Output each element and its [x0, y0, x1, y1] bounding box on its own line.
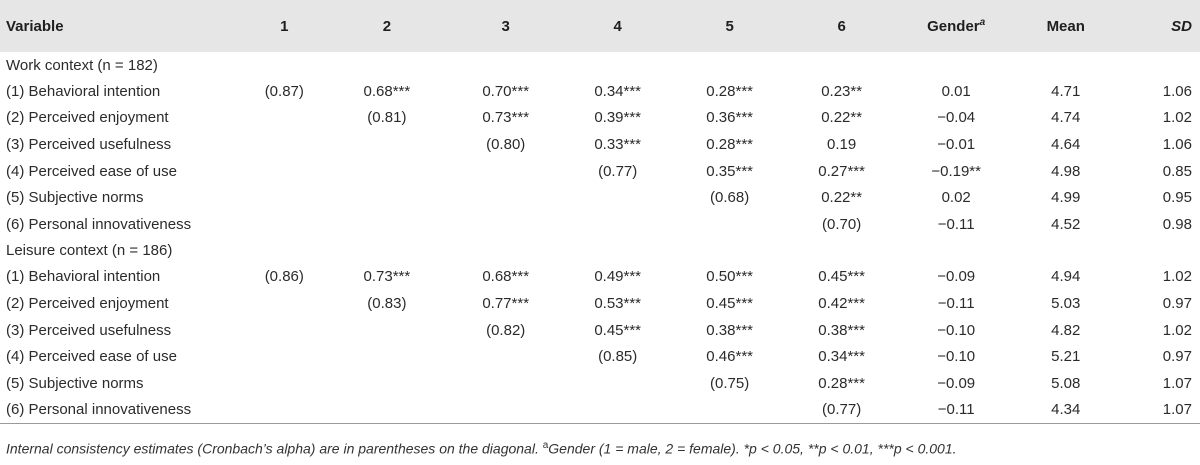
cell-c4 — [561, 397, 673, 424]
cell-c1 — [245, 105, 324, 132]
cell-c2: 0.73*** — [363, 268, 411, 286]
cell-c3: 0.77*** — [482, 294, 530, 312]
cell-c2 — [324, 343, 450, 370]
cell-c6: 0.19 — [827, 135, 857, 153]
cell-variable: (4) Perceived ease of use — [6, 348, 177, 366]
cell-variable: (6) Personal innovativeness — [6, 215, 192, 233]
table-body — [0, 52, 1200, 424]
cell-c2: 0.68*** — [363, 82, 411, 100]
cell-variable: (3) Perceived usefulness — [6, 321, 172, 339]
cell-variable: (5) Subjective norms — [6, 374, 144, 392]
header-gender-label: Gender — [927, 18, 980, 35]
cell-c5 — [674, 211, 785, 238]
cell-gender: −0.11 — [898, 397, 1015, 424]
cell-c4: (0.85) — [598, 348, 638, 366]
table-row — [0, 131, 1200, 158]
cell-mean: 5.21 — [1051, 348, 1081, 366]
cell-c2 — [324, 370, 450, 397]
cell-c2 — [324, 317, 450, 344]
cell-c4: 0.45*** — [594, 321, 642, 339]
header-col-3: 3 — [450, 0, 561, 52]
cell-c6: 0.28*** — [818, 374, 865, 392]
cell-gender: 0.01 — [941, 82, 971, 100]
cell-c2 — [324, 211, 450, 238]
cell-c3 — [450, 370, 561, 397]
cell-variable: (1) Behavioral intention — [6, 82, 161, 100]
cell-c1 — [245, 370, 324, 397]
cell-gender: −0.11 — [937, 215, 975, 233]
footnote-text-2: Gender (1 = male, 2 = female). *p < 0.05, **p < 0.01, ***p < 0.001. — [548, 440, 957, 457]
cell-mean: 4.82 — [1051, 321, 1081, 339]
cell-sd: 1.02 — [1162, 109, 1192, 127]
table-row — [0, 317, 1200, 344]
cell-sd: 0.97 — [1162, 294, 1192, 312]
cell-c3: 0.68*** — [482, 268, 530, 286]
cell-c3: 0.73*** — [482, 109, 530, 127]
cell-c4: (0.77) — [598, 162, 638, 180]
cell-variable: (2) Perceived enjoyment — [6, 294, 169, 312]
cell-variable: (3) Perceived usefulness — [6, 135, 172, 153]
cell-sd: 0.95 — [1162, 189, 1192, 207]
cell-mean: 4.74 — [1051, 109, 1081, 127]
cell-c5 — [674, 397, 785, 424]
cell-variable: (4) Perceived ease of use — [6, 162, 177, 180]
cell-c5: (0.75) — [710, 374, 750, 392]
header-row — [0, 0, 1200, 52]
leisure-section-row — [0, 238, 1200, 264]
cell-c6: 0.27*** — [818, 162, 865, 180]
cell-c2 — [324, 131, 450, 158]
header-mean: Mean — [1014, 0, 1117, 52]
cell-mean: 4.71 — [1051, 82, 1081, 100]
cell-c1: (0.87) — [264, 82, 304, 100]
work-section-label: Work context (n = 182) — [6, 56, 158, 74]
cell-c1 — [245, 343, 324, 370]
cell-c3: (0.80) — [486, 135, 526, 153]
cell-c1 — [245, 211, 324, 238]
cell-sd: 0.85 — [1162, 162, 1192, 180]
cell-variable: (5) Subjective norms — [6, 189, 144, 207]
cell-c5: 0.35*** — [706, 162, 753, 180]
cell-gender: −0.10 — [937, 348, 976, 366]
cell-c5: 0.45*** — [706, 294, 753, 312]
cell-variable: (6) Personal innovativeness — [0, 397, 245, 424]
cell-c4 — [561, 184, 673, 211]
cell-gender: −0.04 — [937, 109, 976, 127]
header-gender — [898, 0, 1015, 52]
table-footnote — [6, 440, 957, 457]
cell-mean: 4.52 — [1051, 215, 1081, 233]
cell-c1 — [245, 131, 324, 158]
cell-c5: 0.28*** — [706, 135, 753, 153]
table-row — [0, 290, 1200, 317]
cell-mean: 4.99 — [1051, 189, 1081, 207]
cell-c5: (0.68) — [710, 189, 750, 207]
cell-gender: −0.09 — [937, 374, 976, 392]
cell-sd: 1.06 — [1162, 135, 1192, 153]
cell-c3 — [450, 211, 561, 238]
cell-c1 — [245, 158, 324, 185]
cell-c4 — [561, 370, 673, 397]
cell-sd: 1.02 — [1162, 268, 1192, 286]
cell-c4: 0.53*** — [594, 294, 642, 312]
table-row — [0, 264, 1200, 291]
cell-c2: (0.81) — [367, 109, 407, 127]
table-row — [0, 184, 1200, 211]
cell-mean: 4.64 — [1051, 135, 1081, 153]
header-sd — [1117, 0, 1200, 52]
footnote-text-1: Internal consistency estimates (Cronbach’s alpha) are in parentheses on the diagonal. — [6, 440, 543, 457]
cell-c4: 0.33*** — [594, 135, 642, 153]
cell-gender: −0.09 — [937, 268, 976, 286]
cell-c2 — [324, 184, 450, 211]
table-row — [0, 105, 1200, 132]
header-variable: Variable — [0, 0, 245, 52]
cell-mean: 5.08 — [1051, 374, 1081, 392]
cell-c3 — [450, 184, 561, 211]
cell-c6: 0.22** — [821, 189, 863, 207]
table-row — [0, 78, 1200, 105]
cell-c1 — [245, 290, 324, 317]
header-col-4: 4 — [561, 0, 673, 52]
cell-sd: 1.06 — [1162, 82, 1192, 100]
cell-mean: 4.94 — [1051, 268, 1081, 286]
cell-variable: (2) Perceived enjoyment — [6, 109, 169, 127]
table-row — [0, 158, 1200, 185]
header-col-2: 2 — [324, 0, 450, 52]
cell-c1: (0.86) — [264, 268, 304, 286]
table-row — [0, 343, 1200, 370]
cell-c6: (0.70) — [822, 215, 862, 233]
cell-sd: 1.02 — [1162, 321, 1192, 339]
cell-c2 — [324, 397, 450, 424]
footnote-sup: a — [542, 440, 549, 451]
cell-c3 — [450, 343, 561, 370]
cell-c2 — [324, 158, 450, 185]
cell-gender: −0.01 — [937, 135, 976, 153]
cell-c1 — [245, 184, 324, 211]
cell-c6: 0.45*** — [818, 268, 865, 286]
cell-c1 — [245, 397, 324, 424]
cell-c5: 0.28*** — [706, 82, 753, 100]
cell-c4 — [561, 211, 673, 238]
cell-c5: 0.46*** — [706, 348, 753, 366]
cell-sd: 1.07 — [1117, 397, 1200, 424]
cell-variable: (1) Behavioral intention — [6, 268, 161, 286]
header-gender-sup: a — [979, 17, 986, 28]
header-col-1: 1 — [245, 0, 324, 52]
cell-c5: 0.38*** — [706, 321, 753, 339]
cell-mean: 4.98 — [1051, 162, 1081, 180]
work-section-row — [0, 52, 1200, 78]
cell-c3 — [450, 158, 561, 185]
table-row — [0, 211, 1200, 238]
header-sd-label: SD — [1171, 17, 1192, 35]
cell-gender: −0.19** — [931, 162, 981, 180]
cell-c3 — [450, 397, 561, 424]
cell-c5: 0.50*** — [706, 268, 753, 286]
cell-gender: −0.11 — [937, 294, 975, 312]
cell-c4: 0.34*** — [594, 82, 642, 100]
cell-c6: 0.23** — [821, 82, 863, 100]
cell-sd: 1.07 — [1162, 374, 1192, 392]
cell-c3: 0.70*** — [482, 82, 530, 100]
table-row — [0, 397, 1200, 424]
cell-c6: 0.38*** — [818, 321, 865, 339]
cell-c4: 0.49*** — [594, 268, 642, 286]
cell-c2: (0.83) — [367, 294, 407, 312]
cell-c5: 0.36*** — [706, 109, 753, 127]
cell-c1 — [245, 317, 324, 344]
header-col-5: 5 — [674, 0, 785, 52]
table-row — [0, 370, 1200, 397]
cell-gender: 0.02 — [941, 189, 971, 207]
header-col-6: 6 — [785, 0, 897, 52]
cell-sd: 0.97 — [1162, 348, 1192, 366]
cell-gender: −0.10 — [937, 321, 976, 339]
cell-c3: (0.82) — [486, 321, 526, 339]
leisure-section-label: Leisure context (n = 186) — [6, 242, 173, 260]
cell-c6: 0.42*** — [818, 294, 865, 312]
cell-c4: 0.39*** — [594, 109, 642, 127]
cell-mean: 4.34 — [1014, 397, 1117, 424]
cell-c6: 0.34*** — [818, 348, 865, 366]
cell-mean: 5.03 — [1051, 294, 1081, 312]
cell-c6: 0.22** — [821, 109, 863, 127]
cell-c6: (0.77) — [785, 397, 897, 424]
cell-sd: 0.98 — [1162, 215, 1192, 233]
